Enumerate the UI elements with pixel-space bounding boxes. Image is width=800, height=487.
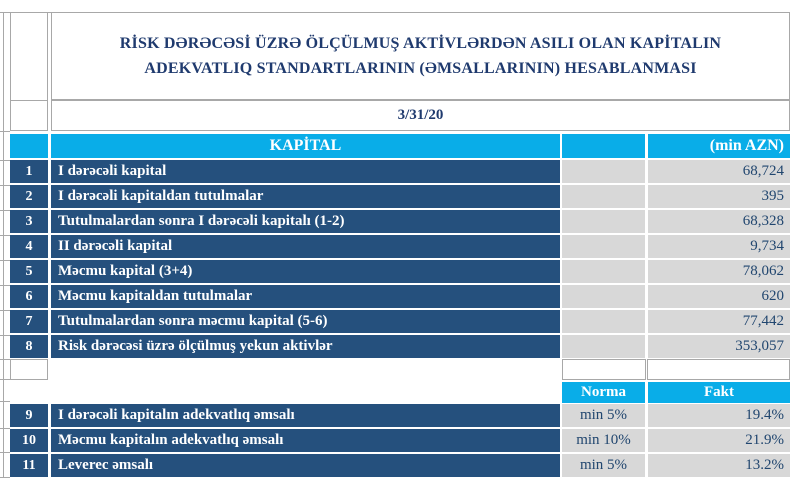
row-mid-cell (562, 210, 645, 233)
row-label-cell: Tutulmalardan sonra məcmu kapital (5-6) (51, 310, 560, 333)
table-row (10, 404, 790, 427)
report-date: 3/31/20 (397, 107, 444, 123)
row-mid-cell (562, 310, 645, 333)
row-number-cell: 3 (10, 210, 48, 233)
row-norma-cell: min 10% (562, 429, 645, 452)
row-mid-cell (562, 185, 645, 208)
row-number-cell: 8 (10, 335, 48, 358)
row-label-cell: Məcmu kapitalın adekvatlıq əmsalı (51, 429, 560, 452)
row-label-cell: Leverec əmsalı (51, 454, 560, 477)
report-title-line1: RİSK DƏRƏCƏSİ ÜZRƏ ÖLÇÜLMUŞ AKTİVLƏRDƏN ASILI OLAN KAPİTALIN (119, 35, 722, 52)
report-title-line2: ADEKVATLIQ STANDARTLARININ (ƏMSALLARININ) HESABLANMASI (144, 60, 697, 77)
unit-header-cell (648, 134, 790, 158)
row-number-cell: 9 (10, 404, 48, 427)
table-row (10, 310, 790, 333)
row-fakt-cell: 21.9% (648, 429, 790, 452)
row-number-cell: 1 (10, 160, 48, 183)
row-number-cell: 11 (10, 454, 48, 477)
empty-cell (647, 359, 790, 380)
empty-cell (562, 359, 646, 380)
table-row (10, 210, 790, 233)
row-norma-cell: min 5% (562, 404, 645, 427)
gridline-stub (0, 160, 10, 161)
gridline-stub (0, 379, 10, 380)
row-value-cell: 620 (648, 285, 790, 308)
gridline-stub (0, 359, 10, 360)
gridline-vertical-left (3, 12, 4, 478)
row-label-cell: I dərəcəli kapitaldan tutulmalar (51, 185, 560, 208)
row-number-cell: 10 (10, 429, 48, 452)
row-value-cell: 353,057 (648, 335, 790, 358)
row-value-cell: 68,328 (648, 210, 790, 233)
gridline-stub (0, 185, 10, 186)
row-mid-cell (562, 160, 645, 183)
row-mid-cell (562, 260, 645, 283)
header-mid-cell (562, 134, 645, 158)
row-number-cell: 4 (10, 235, 48, 258)
row-value-cell: 9,734 (648, 235, 790, 258)
row-label-cell: II dərəcəli kapital (51, 235, 560, 258)
empty-cell (10, 12, 48, 101)
table-row (10, 335, 790, 358)
capital-header-label: KAPİTAL (269, 137, 342, 154)
gridline-stub (0, 260, 10, 261)
row-label-cell: I dərəcəli kapitalın adekvatlıq əmsalı (51, 404, 560, 427)
table-row (10, 185, 790, 208)
row-number-cell: 6 (10, 285, 48, 308)
row-value-cell: 68,724 (648, 160, 790, 183)
row-label-cell: Tutulmalardan sonra I dərəcəli kapitalı (1-2) (51, 210, 560, 233)
report-date-cell (51, 100, 790, 131)
unit-header-label: (min AZN) (709, 137, 784, 154)
gridline-stub (0, 452, 10, 453)
table-row (10, 429, 790, 452)
row-fakt-cell: 19.4% (648, 404, 790, 427)
gridline-stub (0, 285, 10, 286)
row-value-cell: 78,062 (648, 260, 790, 283)
gridline-stub (0, 477, 10, 478)
row-mid-cell (562, 335, 645, 358)
empty-cell (10, 359, 48, 380)
table-row (10, 285, 790, 308)
norma-header-cell (562, 382, 645, 403)
empty-cell (10, 100, 48, 131)
report-title (51, 12, 790, 100)
spacer-cell (51, 382, 560, 403)
row-number-cell: 5 (10, 260, 48, 283)
gridline-stub (0, 131, 10, 132)
row-mid-cell (562, 285, 645, 308)
row-mid-cell (562, 235, 645, 258)
capital-header-cell (51, 134, 560, 158)
header-num-cell (10, 134, 48, 158)
gridline-stub (0, 428, 10, 429)
table-row (10, 160, 790, 183)
row-norma-cell: min 5% (562, 454, 645, 477)
row-value-cell: 395 (648, 185, 790, 208)
gridline-stub (0, 335, 10, 336)
row-label-cell: I dərəcəli kapital (51, 160, 560, 183)
table-row (10, 260, 790, 283)
fakt-header-label: Fakt (704, 384, 734, 400)
capital-header-row (10, 134, 790, 158)
row-label-cell: Risk dərəcəsi üzrə ölçülmuş yekun aktivlər (51, 335, 560, 358)
row-number-cell: 7 (10, 310, 48, 333)
table-row (10, 454, 790, 477)
fakt-header-cell (648, 382, 790, 403)
gridline-stub (0, 235, 10, 236)
row-label-cell: Məcmu kapital (3+4) (51, 260, 560, 283)
spacer-cell (10, 382, 48, 403)
row-value-cell: 77,442 (648, 310, 790, 333)
gridline-stub (0, 401, 10, 402)
row-fakt-cell: 13.2% (648, 454, 790, 477)
gridline-stub (0, 210, 10, 211)
table-row (10, 235, 790, 258)
row-number-cell: 2 (10, 185, 48, 208)
ratio-header-row (10, 382, 790, 403)
row-label-cell: Məcmu kapitaldan tutulmalar (51, 285, 560, 308)
norma-header-label: Norma (581, 384, 626, 400)
gridline-stub (0, 310, 10, 311)
